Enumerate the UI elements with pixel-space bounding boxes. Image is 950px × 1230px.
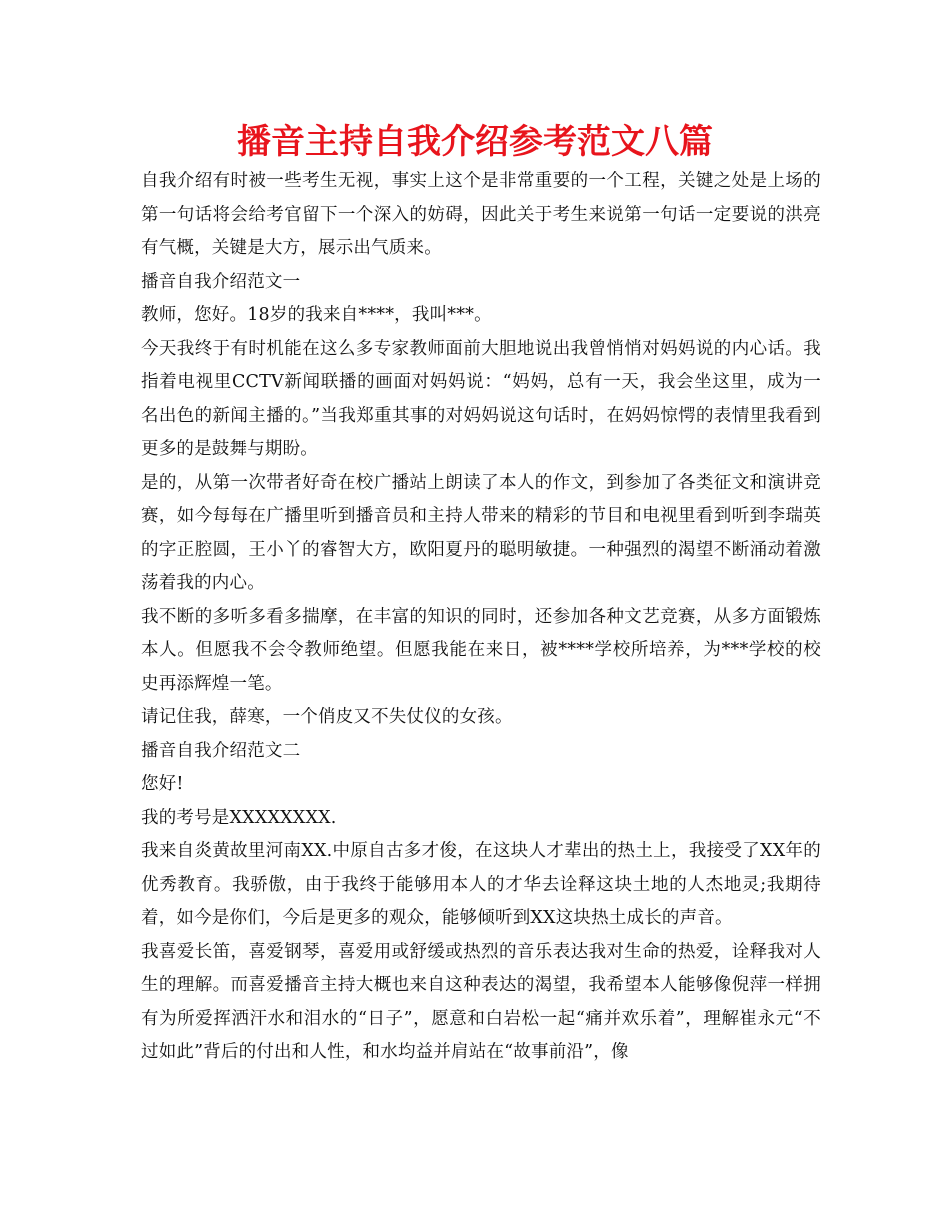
paragraph: 我的考号是XXXXXXXX. <box>141 807 337 828</box>
paragraph: 请记住我，薛寒，一个俏皮又不失仗仪的女孩。 <box>141 707 513 727</box>
section-heading-sample-two: 播音自我介绍范文二 <box>141 740 301 761</box>
paragraph: 我不断的多听多看多揣摩，在丰富的知识的同时，还参加各种文艺竞赛，从多方面锻炼本人。但愿我不会令教师绝望。但愿我能在来日，被****学校所培养，为***学校的校史再添辉煌一笔。 <box>141 606 821 694</box>
paragraph: 教师，您好。18岁的我来自****，我叫***。 <box>141 305 492 325</box>
document-title: 播音主持自我介绍参考范文八篇 <box>237 122 713 162</box>
paragraph: 您好! <box>141 774 184 794</box>
section-heading-sample-one: 播音自我介绍范文一 <box>141 271 301 292</box>
document-body <box>141 165 821 1070</box>
paragraph: 今天我终于有时机能在这么多专家教师面前大胆地说出我曾悄悄对妈妈说的内心话。我指着电视里CCTV新闻联播的画面对妈妈说：“妈妈，总有一天，我会坐这里，成为一名出色的新闻主播的。”当我郑重其事的对妈妈说这句话时，在妈妈惊愕的表情里我看到更多的是鼓舞与期盼。 <box>141 338 821 459</box>
paragraph-intro: 自我介绍有时被一些考生无视，事实上这个是非常重要的一个工程，关键之处是上场的第一句话将会给考官留下一个深入的妨碍，因此关于考生来说第一句话一定要说的洪亮有气概，关键是大方，展示出气质来。 <box>141 171 821 258</box>
paragraph: 我来自炎黄故里河南XX.中原自古多才俊，在这块人才辈出的热土上，我接受了XX年的优秀教育。我骄傲，由于我终于能够用本人的才华去诠释这块土地的人杰地灵;我期待着，如今是你们，今后是更多的观众，能够倾听到XX这块热土成长的声音。 <box>141 841 821 928</box>
paragraph: 是的，从第一次带者好奇在校广播站上朗读了本人的作文，到参加了各类征文和演讲竞赛，如今每每在广播里听到播音员和主持人带来的精彩的节目和电视里看到听到李瑞英的字正腔圆，王小丫的睿智大方，欧阳夏丹的聪明敏捷。一种强烈的渴望不断涌动着激荡着我的内心。 <box>141 472 821 593</box>
paragraph: 我喜爱长笛，喜爱钢琴，喜爱用或舒缓或热烈的音乐表达我对生命的热爱，诠释我对人生的理解。而喜爱播音主持大概也来自这种表达的渴望，我希望本人能够像倪萍一样拥有为所爱挥洒汗水和泪水的“日子”，愿意和白岩松一起“痛并欢乐着”，理解崔永元“不过如此”背后的付出和人性，和水均益并肩站在“故事前沿”，像 <box>141 941 821 1062</box>
